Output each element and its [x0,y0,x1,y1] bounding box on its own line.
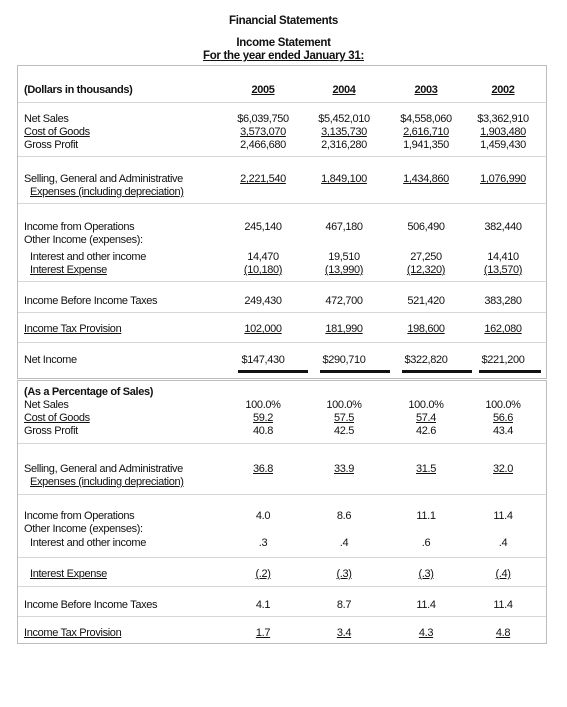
row-divider [18,281,546,282]
year-header: 2002 [491,84,515,96]
cell-value: 506,490 [407,221,445,233]
table-row [18,475,546,489]
row-divider [18,312,546,313]
table-row [18,567,546,581]
cell-value: 3.4 [336,627,352,639]
total-double-underline [402,370,472,373]
row-label: Selling, General and Administrative [24,173,183,185]
row-label: Other Income (expenses): [24,523,143,535]
table-row [18,263,546,277]
table-row [18,294,546,308]
cell-value: 1,941,350 [403,139,449,151]
table-row [18,536,546,550]
cell-value: 249,430 [244,295,282,307]
cell-value: 521,420 [407,295,445,307]
cell-value: (10,180) [243,264,283,276]
table-row [18,462,546,476]
year-header: 2005 [251,84,275,96]
row-label: Cost of Goods [24,126,90,138]
cell-value: 100.0% [326,399,362,411]
cell-value: 4.3 [418,627,434,639]
cell-value: (.4) [495,568,511,580]
cell-value: 198,600 [407,323,445,335]
cell-value: $290,710 [322,354,366,366]
cell-value: 2,466,680 [240,139,286,151]
period-line [0,50,567,62]
cell-value: 4.8 [495,627,511,639]
cell-value: 3,135,730 [321,126,367,138]
row-label: Expenses (including depreciation) [30,186,184,198]
cell-value: 57.4 [415,412,436,424]
table-row [18,424,546,438]
table-row [18,522,546,536]
row-divider [18,557,546,558]
table-row [18,598,546,612]
cell-value: 245,140 [244,221,282,233]
cell-value: 42.6 [415,425,436,437]
row-label: Gross Profit [24,425,78,437]
cell-value: $3,362,910 [477,113,529,125]
table-row [18,112,546,126]
row-label: Interest Expense [30,568,107,580]
document-title: Financial Statements [228,15,339,27]
cell-value: (.3) [418,568,434,580]
cell-value: .6 [421,537,431,549]
row-label: Net Income [24,354,77,366]
cell-value: 40.8 [252,425,273,437]
table-row [18,172,546,186]
total-double-underline [238,370,308,373]
cell-value: 31.5 [415,463,436,475]
cell-value: (.2) [255,568,271,580]
row-label: Income Tax Provision [24,323,122,335]
table-row [18,185,546,199]
table-row [18,353,546,367]
row-label: Income from Operations [24,221,135,233]
cell-value: 162,080 [484,323,522,335]
cell-value: 1,076,990 [480,173,526,185]
cell-value: 59.2 [252,412,273,424]
cell-value: 2,616,710 [403,126,449,138]
cell-value: 4.1 [255,599,271,611]
cell-value: 1.7 [255,627,271,639]
cell-value: 14,470 [247,251,279,263]
cell-value: .4 [498,537,508,549]
cell-value: (13,570) [483,264,523,276]
statement-title: Income Statement [236,37,331,49]
cell-value: 2,221,540 [240,173,286,185]
cell-value: 11.4 [493,510,513,522]
cell-value: $147,430 [241,354,285,366]
table-row [18,250,546,264]
year-header-row [18,83,546,97]
cell-value: 3,573,070 [240,126,286,138]
row-label: Other Income (expenses): [24,234,143,246]
cell-value: 11.4 [416,599,436,611]
cell-value: 181,990 [325,323,363,335]
cell-value: .3 [258,537,268,549]
row-label: Interest and other income [30,251,146,263]
cell-value: 1,459,430 [480,139,526,151]
row-label: Income Tax Provision [24,627,122,639]
table-row [18,385,546,399]
cell-value: $6,039,750 [237,113,289,125]
total-double-underline [479,370,541,373]
cell-value: 2,316,280 [321,139,367,151]
row-label: Income Before Income Taxes [24,295,158,307]
percentage-section-label: (As a Percentage of Sales) [24,386,154,398]
cell-value: $5,452,010 [318,113,370,125]
row-label: Cost of Goods [24,412,90,424]
row-divider [18,586,546,587]
cell-value: 42.5 [333,425,354,437]
cell-value: 43.4 [492,425,513,437]
table-row [18,125,546,139]
cell-value: 8.7 [336,599,352,611]
cell-value: 467,180 [325,221,363,233]
row-divider [18,616,546,617]
table-row [18,509,546,523]
cell-value: (12,320) [406,264,446,276]
cell-value: $322,820 [404,354,448,366]
dollars-table [17,65,547,379]
row-divider [18,203,546,204]
cell-value: 56.6 [492,412,513,424]
table-row [18,411,546,425]
cell-value: 1,434,860 [403,173,449,185]
cell-value: 11.4 [493,599,513,611]
cell-value: (13,990) [324,264,364,276]
cell-value: 14,410 [487,251,519,263]
cell-value: 19,510 [328,251,360,263]
row-label: Net Sales [24,113,69,125]
table-row [18,398,546,412]
table-row [18,626,546,640]
cell-value: 100.0% [485,399,521,411]
dollars-unit-label: (Dollars in thousands) [24,84,133,96]
row-divider [18,102,546,103]
row-label: Interest and other income [30,537,146,549]
cell-value: 4.0 [255,510,271,522]
cell-value: 382,440 [484,221,522,233]
table-row [18,322,546,336]
table-row [18,233,546,247]
row-label: Expenses (including depreciation) [30,476,184,488]
cell-value: (.3) [336,568,352,580]
row-divider [18,342,546,343]
row-label: Income Before Income Taxes [24,599,158,611]
cell-value: $221,200 [481,354,525,366]
percentage-table [17,380,547,644]
cell-value: 8.6 [336,510,352,522]
total-double-underline [320,370,390,373]
cell-value: 36.8 [252,463,273,475]
cell-value: 1,849,100 [321,173,367,185]
row-label: Interest Expense [30,264,107,276]
cell-value: 11.1 [416,510,436,522]
table-row [18,220,546,234]
cell-value: 57.5 [333,412,354,424]
cell-value: 1,903,480 [480,126,526,138]
cell-value: 100.0% [245,399,281,411]
row-label: Income from Operations [24,510,135,522]
year-header: 2004 [332,84,356,96]
row-divider [18,494,546,495]
year-header: 2003 [414,84,438,96]
row-label: Net Sales [24,399,69,411]
cell-value: 27,250 [410,251,442,263]
cell-value: 383,280 [484,295,522,307]
cell-value: 32.0 [492,463,513,475]
period-text: For the year ended January 31: [202,50,364,62]
table-row [18,138,546,152]
cell-value: 102,000 [244,323,282,335]
row-divider [18,443,546,444]
cell-value: 472,700 [325,295,363,307]
cell-value: .4 [339,537,349,549]
row-label: Gross Profit [24,139,78,151]
row-divider [18,156,546,157]
row-label: Selling, General and Administrative [24,463,183,475]
cell-value: $4,558,060 [400,113,452,125]
cell-value: 33.9 [333,463,354,475]
cell-value: 100.0% [408,399,444,411]
